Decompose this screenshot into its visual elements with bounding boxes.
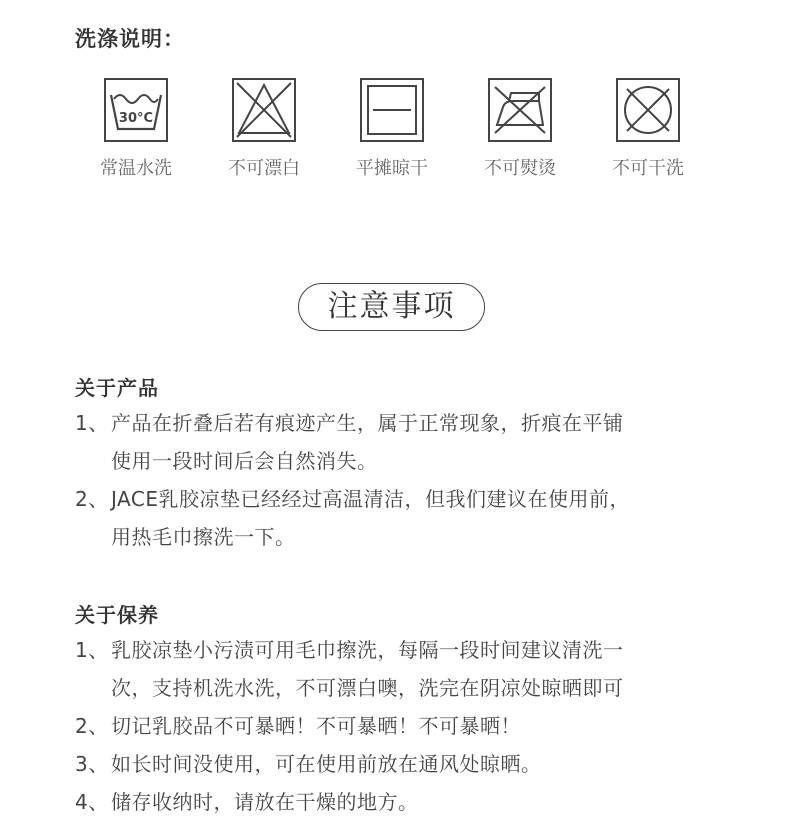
wash-item bbox=[66, 77, 206, 180]
item-number: 4、 bbox=[75, 790, 109, 814]
item-number: 3、 bbox=[75, 752, 109, 776]
wash-temp-label: 30°C bbox=[118, 111, 154, 126]
item-line: 切记乳胶品不可暴晒！不可暴晒！不可暴晒！ bbox=[111, 714, 521, 738]
no-bleach-item bbox=[194, 77, 334, 180]
no-dry-clean-icon bbox=[615, 77, 681, 143]
item-number: 1、 bbox=[75, 638, 109, 662]
wash-title: 洗涤说明： bbox=[75, 27, 185, 51]
list-item bbox=[75, 404, 775, 480]
item-line: 乳胶凉垫小污渍可用毛巾擦洗，每隔一段时间建议清洗一 bbox=[111, 638, 624, 662]
item-number: 2、 bbox=[75, 487, 109, 511]
no-iron-icon bbox=[487, 77, 553, 143]
product-list bbox=[75, 404, 775, 556]
notice-title: 注意事项 bbox=[298, 283, 485, 331]
wash-30-icon bbox=[103, 77, 169, 143]
item-line: 储存收纳时，请放在干燥的地方。 bbox=[111, 790, 419, 814]
icon-label: 不可熨烫 bbox=[484, 158, 556, 179]
item-line: 产品在折叠后若有痕迹产生，属于正常现象，折痕在平铺 bbox=[111, 411, 624, 435]
no-bleach-icon bbox=[231, 77, 297, 143]
list-item bbox=[75, 783, 775, 821]
care-list bbox=[75, 631, 775, 821]
icon-label: 不可干洗 bbox=[612, 158, 684, 179]
item-number: 2、 bbox=[75, 714, 109, 738]
list-item bbox=[75, 480, 775, 556]
dry-flat-icon bbox=[359, 77, 425, 143]
icon-label: 常温水洗 bbox=[100, 158, 172, 179]
item-line: JACE乳胶凉垫已经经过高温清洁，但我们建议在使用前， bbox=[111, 487, 630, 511]
item-number: 1、 bbox=[75, 411, 109, 435]
list-item bbox=[75, 707, 775, 745]
dry-flat-item bbox=[322, 77, 462, 180]
icon-label: 不可漂白 bbox=[228, 158, 300, 179]
item-line: 如长时间没使用，可在使用前放在通风处晾晒。 bbox=[111, 752, 542, 776]
care-section-title: 关于保养 bbox=[75, 603, 159, 627]
item-line: 次，支持机洗水洗，不可漂白噢，洗完在阴凉处晾晒即可 bbox=[111, 676, 624, 700]
list-item bbox=[75, 745, 775, 783]
icon-label: 平摊晾干 bbox=[356, 158, 428, 179]
item-line: 用热毛巾擦洗一下。 bbox=[111, 525, 296, 549]
no-dry-clean-item bbox=[578, 77, 718, 180]
list-item bbox=[75, 631, 775, 707]
no-iron-item bbox=[450, 77, 590, 180]
item-line: 使用一段时间后会自然消失。 bbox=[111, 449, 378, 473]
product-section-title: 关于产品 bbox=[75, 376, 159, 400]
